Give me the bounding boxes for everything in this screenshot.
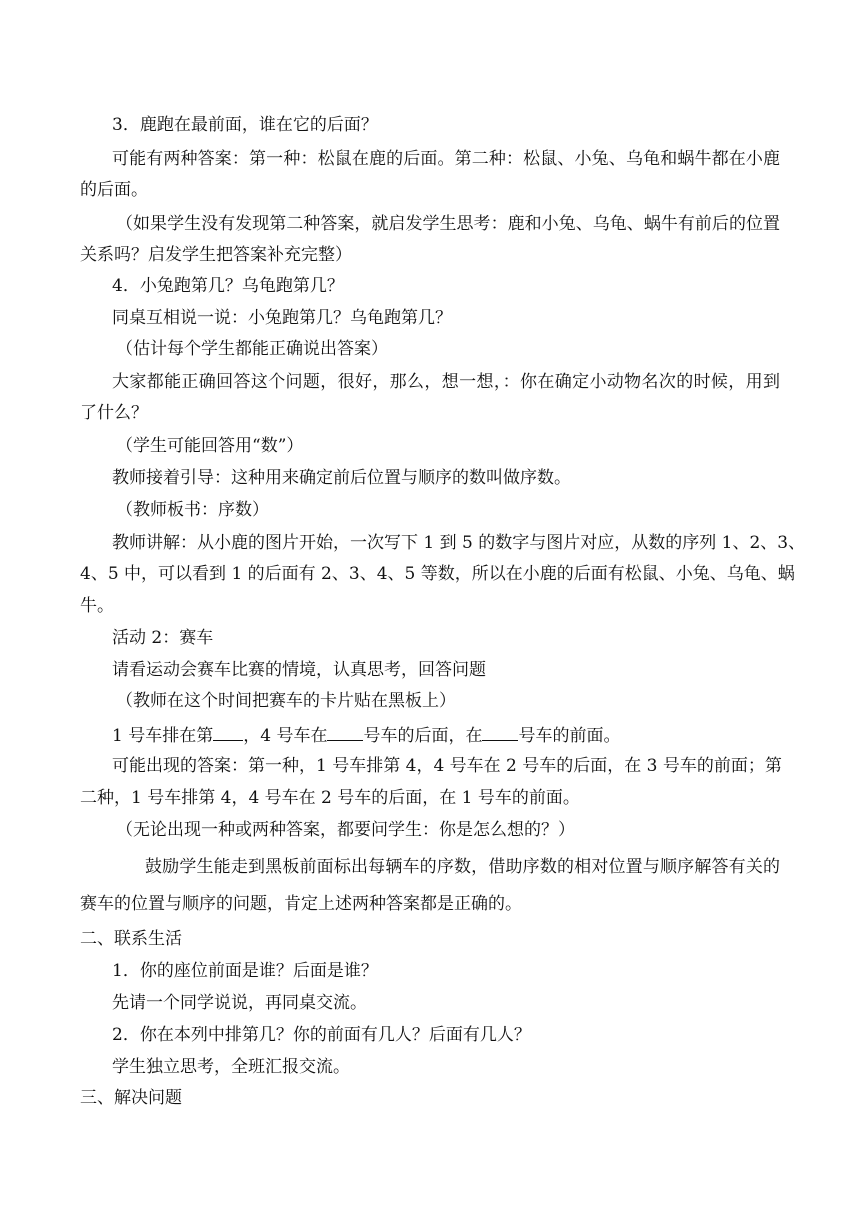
teacher-guide: 教师接着引导：这种用来确定前后位置与顺序的数叫做序数。 — [112, 468, 571, 488]
fill-blank-part-1: 1 号车排在第 — [112, 726, 214, 746]
fill-blank-part-2: ，4 号车在 — [243, 726, 328, 746]
possible-answer-line-1: 可能出现的答案：第一种，1 号车排第 4，4 号车在 2 号车的后面，在 3 号车的前面；第 — [112, 756, 782, 776]
life-question-2: 2．你在本列中排第几？你的前面有几人？后面有几人？ — [112, 1025, 531, 1045]
question-4: 4．小兔跑第几？乌龟跑第几？ — [112, 276, 344, 296]
life-instruction-2: 学生独立思考，全班汇报交流。 — [112, 1057, 350, 1077]
student-answer-note: （学生可能回答用“数”） — [116, 436, 304, 456]
explain-paragraph-line-2: 4、5 中，可以看到 1 的后面有 2、3、4、5 等数，所以在小鹿的后面有松鼠、小兔、乌龟、蜗 — [80, 564, 795, 584]
answer-paragraph-line-1: 可能有两种答案：第一种：松鼠在鹿的后面。第二种：松鼠、小兔、乌龟和蜗牛都在小鹿 — [112, 149, 780, 169]
fill-blank-question — [112, 724, 620, 746]
blank-1 — [213, 724, 243, 741]
encourage-paragraph-line-1: 鼓励学生能走到黑板前面标出每辆车的序数，借助序数的相对位置与顺序解答有关的 — [145, 857, 780, 877]
explain-paragraph-line-3: 牛。 — [80, 596, 114, 616]
blank-2 — [327, 724, 363, 741]
activity-2-heading: 活动 2：赛车 — [112, 628, 214, 648]
blackboard-note: （教师板书：序数） — [116, 500, 269, 520]
fill-blank-part-3: 号车的后面，在 — [363, 726, 483, 746]
think-paragraph-line-2: 了什么？ — [80, 403, 148, 423]
blank-3 — [482, 724, 518, 741]
encourage-paragraph-line-2: 赛车的位置与顺序的问题，肯定上述两种答案都是正确的。 — [80, 894, 522, 914]
section-2-heading: 二、联系生活 — [80, 929, 182, 949]
explain-paragraph-line-1: 教师讲解：从小鹿的图片开始，一次写下 1 到 5 的数字与图片对应，从数的序列 1、2、3、 — [112, 533, 806, 553]
think-paragraph-line-1: 大家都能正确回答这个问题，很好，那么，想一想，：你在确定小动物名次的时候，用到 — [112, 372, 780, 392]
fill-blank-part-4: 号车的前面。 — [518, 726, 621, 746]
question-3: 3．鹿跑在最前面，谁在它的后面？ — [112, 115, 378, 135]
pair-discussion: 同桌互相说一说：小兔跑第几？乌龟跑第几？ — [112, 308, 452, 328]
hint-paragraph-line-1: （如果学生没有发现第二种答案，就启发学生思考：鹿和小兔、乌龟、蜗牛有前后的位置 — [116, 214, 780, 234]
section-3-heading: 三、解决问题 — [80, 1088, 182, 1108]
ask-students-note: （无论出现一种或两种答案，都要问学生：你是怎么想的？） — [116, 820, 575, 840]
life-question-1: 1．你的座位前面是谁？后面是谁？ — [112, 961, 378, 981]
hint-paragraph-line-2: 关系吗？启发学生把答案补充完整） — [80, 245, 352, 265]
estimate-note: （估计每个学生都能正确说出答案） — [116, 339, 388, 359]
life-instruction-1: 先请一个同学说说，再同桌交流。 — [112, 993, 367, 1013]
card-note: （教师在这个时间把赛车的卡片贴在黑板上） — [116, 691, 456, 711]
answer-paragraph-line-2: 的后面。 — [80, 180, 148, 200]
race-prompt: 请看运动会赛车比赛的情境，认真思考，回答问题 — [112, 660, 486, 680]
possible-answer-line-2: 二种，1 号车排第 4，4 号车在 2 号车的后面，在 1 号车的前面。 — [80, 788, 580, 808]
